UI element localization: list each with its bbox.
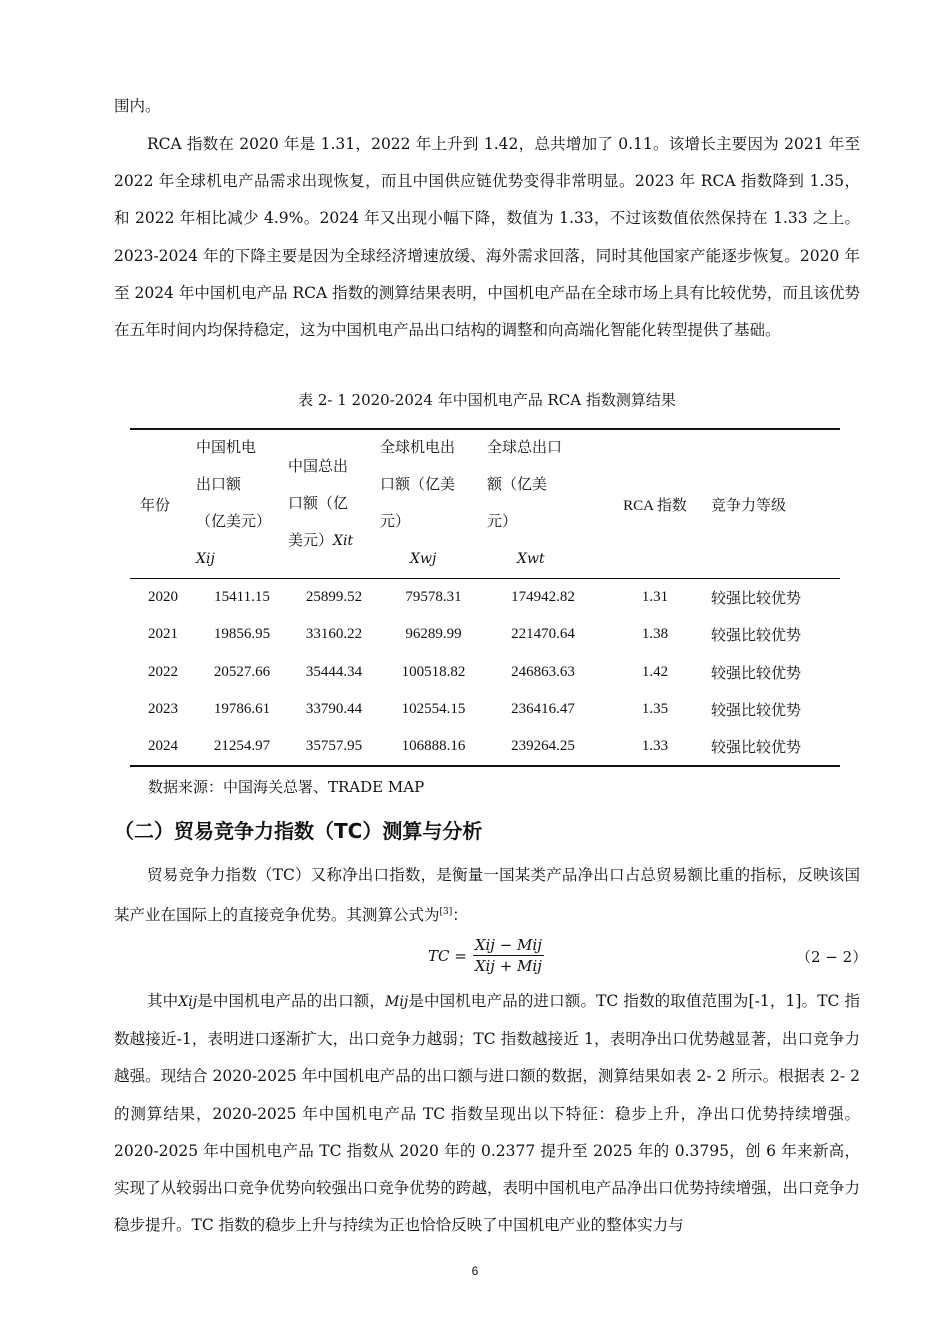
cell-china-total-export: 33790.44 [305, 701, 363, 718]
formula-denominator: Xij + Mij [474, 957, 542, 975]
cell-china-total-export: 35444.34 [305, 663, 363, 680]
cell-rca-index: 1.42 [641, 663, 669, 680]
cell-china-me-export: 19856.95 [213, 626, 271, 643]
cell-rca-index: 1.35 [641, 701, 669, 718]
cell-year: 2021 [148, 626, 178, 643]
cell-year: 2020 [148, 589, 178, 606]
table-row [130, 691, 840, 728]
variable-x: Xij [178, 994, 198, 1010]
cell-china-total-export: 25899.52 [305, 589, 363, 606]
cell-competitiveness-level: 较强比较优势 [711, 591, 802, 608]
cell-year: 2022 [148, 663, 178, 680]
header-year: 年份 [130, 429, 196, 579]
page-number: 6 [471, 1264, 479, 1278]
cell-rca-index: 1.33 [599, 728, 711, 766]
cell-world-total-export: 221470.64 [511, 626, 575, 643]
cell-world-me-export: 96289.99 [405, 626, 462, 643]
cell-china-me-export: 15411.15 [214, 589, 270, 606]
cell-china-total-export: 35757.95 [288, 728, 380, 766]
cell-world-me-export: 102554.15 [401, 701, 466, 718]
paragraph-tc-intro: 贸易竞争力指数（TC）又称净出口指数，是衡量一国某类产品净出口占总贸易额比重的指标，反映该国某产业在国际上的直接竞争优势。其测算公式为[3]： [114, 866, 860, 925]
table-source-note: 数据来源：中国海关总署、TRADE MAP [148, 778, 425, 796]
table-row [130, 728, 840, 766]
header-china-total-export: 中国总出口额（亿美元）Xit [288, 429, 380, 579]
cell-year: 2024 [130, 728, 196, 766]
table-caption: 表 2- 1 2020-2024 年中国机电产品 RCA 指数测算结果 [298, 391, 676, 409]
cell-year: 2023 [148, 701, 178, 718]
cell-world-total-export: 236416.47 [511, 701, 575, 718]
cell-world-me-export: 106888.16 [380, 728, 487, 766]
cell-china-total-export: 33160.22 [305, 626, 363, 643]
paragraph-rca-analysis: RCA 指数在 2020 年是 1.31，2022 年上升到 1.42，总共增加了 0.11。该增长主要因为 2021 年至 2022 年全球机电产品需求出现恢复，而且中国供应链优势变得非常明显。2023 年 RCA 指数降到 1.35，和 2022 年相比减少 4.9%。2024 年又出现小幅下降，数值为 1.33，不过该数值依然保持在 1.33 之上。2023-2024 年的下降主要是因为全球经济增速放缓、海外需求回落，同时其他国家产能逐步恢复。2020 年至 2024 年中国机电产品 RCA 指数的测算结果表明，中国机电产品在全球市场上具有比较优势，而且该优势在五年时间内均保持稳定，这为中国机电产品出口结构的调整和向高端化智能化转型提供了基础。 [114, 135, 860, 340]
table-row [130, 654, 840, 691]
header-china-me-export: 中国机电出口额（亿美元）Xij [196, 429, 288, 579]
paragraph-tc-analysis: 其中Xij是中国机电产品的出口额，Mij是中国机电产品的进口额。TC 指数的取值范围为[-1，1]。TC 指数越接近-1，表明进口逐渐扩大，出口竞争力越弱；TC 指数越接近 1，表明净出口优势越显著，出口竞争力越强。现结合 2020-2025 年中国机电产品的出口额与进口额的数据，测算结果如表 2- 2 所示。根据表 2- 2 的测算结果，2020-2025 年中国机电产品 TC 指数呈现出以下特征：稳步上升，净出口优势持续增强。2020-2025 年中国机电产品 TC 指数从 2020 年的 0.2377 提升至 2025 年的 0.3795，创 6 年来新高，实现了从较弱出口竞争优势向较强出口竞争优势的跨越，表明中国机电产品净出口优势持续增强，出口竞争力稳步提升。TC 指数的稳步上升与持续为正也恰恰反映了中国机电产业的整体实力与 [114, 992, 860, 1235]
header-world-me-export: 全球机电出口额（亿美元） Xwj [380, 429, 487, 579]
header-competitiveness-level: 竞争力等级 [711, 429, 840, 579]
cell-world-total-export: 246863.63 [511, 663, 575, 680]
cell-china-me-export: 19786.61 [213, 701, 271, 718]
section-heading: （二）贸易竞争力指数（TC）测算与分析 [114, 819, 483, 843]
cell-world-me-export: 79578.31 [405, 589, 462, 606]
cell-rca-index: 1.31 [641, 589, 669, 606]
cell-world-total-export: 174942.82 [511, 589, 575, 606]
cell-competitiveness-level: 较强比较优势 [711, 728, 840, 766]
cell-world-me-export: 100518.82 [401, 663, 466, 680]
cell-china-me-export: 21254.97 [196, 728, 288, 766]
table-header-row [130, 429, 840, 579]
table-row [130, 579, 840, 617]
header-rca-index: RCA 指数 [599, 429, 711, 579]
cell-competitiveness-level: 较强比较优势 [711, 628, 802, 645]
cell-rca-index: 1.38 [641, 626, 669, 643]
citation-marker: [3] [439, 907, 453, 918]
formula-fraction [473, 936, 544, 975]
cell-competitiveness-level: 较强比较优势 [711, 665, 802, 682]
equation-number: （2 − 2） [796, 948, 868, 966]
table-row [130, 616, 840, 653]
formula-numerator: Xij − Mij [474, 936, 542, 954]
cell-china-me-export: 20527.66 [213, 663, 271, 680]
variable-m: Mij [385, 994, 409, 1010]
rca-table [130, 428, 840, 767]
header-world-total-export: 全球总出口额（亿美元） Xwt [487, 429, 599, 579]
tc-formula [428, 936, 544, 975]
paragraph-continuation: 围内。 [114, 97, 161, 115]
cell-competitiveness-level: 较强比较优势 [711, 703, 802, 720]
cell-world-total-export: 239264.25 [487, 728, 599, 766]
formula-lhs: TC = [428, 946, 467, 965]
